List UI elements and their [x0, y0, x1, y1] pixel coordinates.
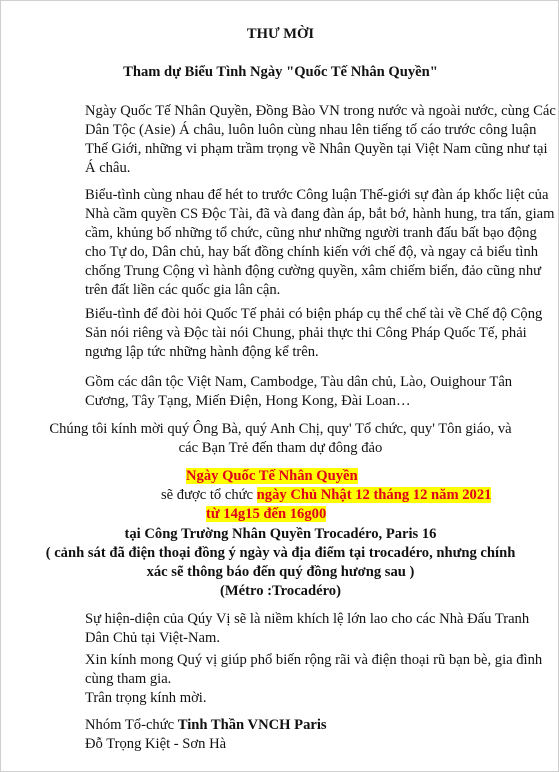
paragraph-1-line: Thế Giới, những vi phạm trầm trọng về Nhân Quyền tại Việt Nam cũng như tại [85, 141, 548, 157]
paragraph-1-line: Dân Tộc (Asie) Á châu, luôn luôn cùng nhau lên tiếng tố cáo trước công luận [85, 122, 537, 138]
closing-line: Xin kính mong Quý vị giúp phổ biến rộng rãi và điện thoại rũ bạn bè, gia đình [85, 652, 543, 668]
event-time-line [206, 505, 326, 524]
event-note-line: ( cảnh sát đã điện thoại đồng ý ngày và địa điểm tại trocadéro, nhưng chính [45, 545, 516, 561]
closing-line: Dân Chủ tại Việt-Nam. [85, 630, 221, 646]
paragraph-4-line: Gồm các dân tộc Việt Nam, Cambodge, Tàu dân chủ, Lào, Ouighour Tân [85, 374, 513, 390]
signature-names: Đỗ Trọng Kiệt - Sơn Hà [85, 736, 227, 752]
event-metro: (Métro :Trocadéro) [220, 583, 341, 599]
event-time: từ 14g15 đến 16g00 [206, 506, 327, 522]
signature-org: Tinh Thần VNCH Paris [177, 717, 327, 733]
paragraph-2-line: cầm, khủng bố những tổ chức, cũng như những người tranh đấu bất bạo động [85, 225, 537, 241]
paragraph-2-line: Nhà cầm quyền CS Độc Tài, đã và đang đàn áp, bắt bớ, hành hung, tra tấn, giam [85, 206, 555, 222]
paragraph-1-line: Á châu. [85, 160, 131, 176]
closing-line: Trân trọng kính mời. [85, 690, 207, 706]
paragraph-2-line: chống Trung Cộng vì hành động cường quyền, xâm chiếm biển, đảo cũng như [85, 263, 542, 279]
event-name [186, 467, 358, 486]
paragraph-2-line: cho Tự do, Dân chủ, hay bất đồng chính kiến với chế độ, và ngay cả biểu tình [85, 244, 539, 260]
paragraph-2-line: Biểu-tình cùng nhau để hét to trước Công luận Thế-giới sự đàn áp khốc liệt của [85, 187, 549, 203]
paragraph-3-line: ngưng lập tức những hành động kể trên. [85, 344, 319, 360]
event-place: tại Công Trường Nhân Quyền Trocadéro, Paris 16 [124, 526, 437, 542]
closing-line: Sự hiện-diện của Qúy Vị sẽ là niềm khích lệ lớn lao cho các Nhà Đấu Tranh [85, 611, 530, 627]
invitation-line: các Bạn Trẻ đến tham dự đông đảo [178, 440, 383, 456]
letter-subject: Tham dự Biểu Tình Ngày "Quốc Tế Nhân Quyền" [123, 64, 438, 80]
signature-prefix: Nhóm Tổ-chức [85, 717, 178, 733]
signature-organizer [85, 716, 327, 735]
event-date: ngày Chủ Nhật 12 tháng 12 năm 2021 [256, 487, 492, 503]
paragraph-1-line: Ngày Quốc Tế Nhân Quyền, Đồng Bào VN trong nước và ngoài nước, cùng Các [85, 103, 556, 119]
letter-heading: THƯ MỜI [246, 26, 315, 42]
paragraph-2-line: trên đất liền các quốc gia lân cận. [85, 282, 281, 298]
event-note-line: xác sẽ thông báo đến quý đồng hương sau ) [146, 564, 415, 580]
event-name-highlight: Ngày Quốc Tế Nhân Quyền [186, 468, 358, 484]
paragraph-3-line: Sản nói riêng và Độc tài nói Chung, phải thực thi Công Pháp Quốc Tế, phải [85, 325, 527, 341]
invitation-line: Chúng tôi kính mời quý Ông Bà, quý Anh Chị, quy' Tổ chức, quy' Tôn giáo, và [49, 421, 512, 437]
paragraph-3-line: Biểu-tình để đòi hỏi Quốc Tế phải có biện pháp cụ thể chế tài về Chế độ Cộng [85, 306, 543, 322]
closing-line: cùng tham gia. [85, 671, 172, 687]
event-intro: sẽ được tổ chức [161, 487, 257, 503]
paragraph-4-line: Cương, Tây Tạng, Miến Điện, Hong Kong, Đài Loan… [85, 393, 411, 409]
event-date-line [161, 486, 491, 505]
